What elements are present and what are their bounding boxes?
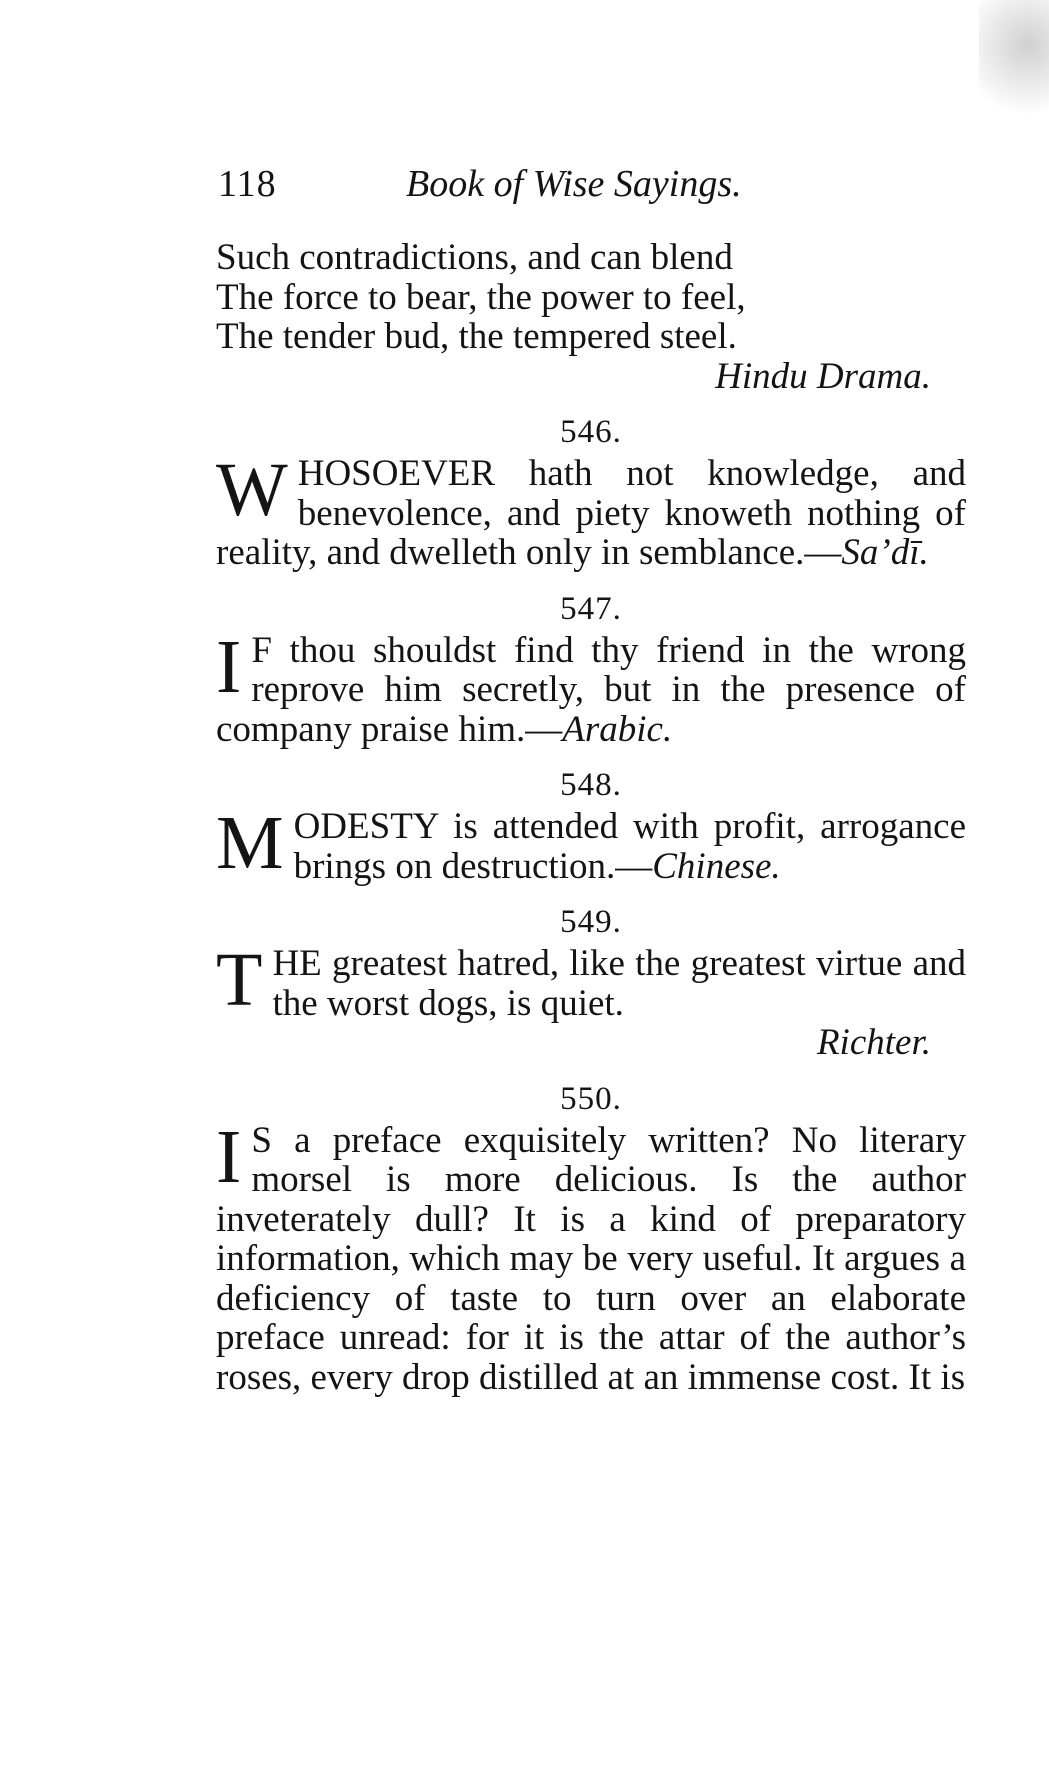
saying-text: greatest hatred, like the greatest virtue and the worst dogs, is quiet. xyxy=(272,943,966,1024)
verse-attribution: Hindu Drama. xyxy=(715,355,931,397)
saying-547 xyxy=(216,624,966,750)
saying-number: 548. xyxy=(560,767,622,803)
page-header xyxy=(218,162,958,212)
verse-line: The tender bud, the tempered steel. xyxy=(216,316,737,357)
saying-attribution: Richter. xyxy=(816,1022,931,1063)
saying-549 xyxy=(216,938,966,1063)
saying-number: 549. xyxy=(560,904,622,940)
first-word: S xyxy=(251,1119,272,1161)
first-word: F xyxy=(251,629,272,671)
saying-text: is attended with profit, arrogance brings on destruction.— xyxy=(293,806,966,887)
saying-number: 546. xyxy=(560,414,622,450)
first-word: HOSOEVER xyxy=(297,453,496,494)
running-title: Book of Wise Sayings. xyxy=(406,163,742,205)
verse-line: Such contradictions, and can blend xyxy=(216,237,733,278)
drop-cap: M xyxy=(216,801,284,885)
saying-550 xyxy=(216,1114,966,1398)
page-number: 118 xyxy=(218,163,277,205)
drop-cap: W xyxy=(216,448,288,532)
drop-cap: I xyxy=(216,624,242,709)
drop-cap: T xyxy=(216,938,263,1022)
saying-attribution: Arabic. xyxy=(562,708,673,750)
saying-number: 550. xyxy=(560,1080,622,1117)
saying-546 xyxy=(216,448,966,573)
first-word: HE xyxy=(272,943,322,984)
verse-line: The force to bear, the power to feel, xyxy=(216,276,746,318)
verse-continuation xyxy=(216,238,966,396)
saying-text: a preface exquisitely written? No literary morsel is more delicious. Is the author inveterately dull? It is a kind of preparatory information, which may be very useful. It argues a deficiency of taste to turn over an elaborate preface unread: for it is the attar of the author’s roses, every drop distilled at an immense cost. It is xyxy=(216,1119,966,1398)
saying-text: hath not knowledge, and benevolence, and piety knoweth nothing of reality, and dwelleth only in semblance.— xyxy=(216,453,966,573)
saying-number: 547. xyxy=(560,590,622,627)
page-stain xyxy=(979,0,1049,150)
saying-attribution: Sa’dī. xyxy=(841,532,929,573)
saying-text: thou shouldst find thy friend in the wrong reprove him secretly, but in the presence of company praise him.— xyxy=(216,629,966,750)
saying-548 xyxy=(216,801,966,887)
first-word: ODESTY xyxy=(293,806,439,847)
page-body xyxy=(216,238,966,1397)
saying-attribution: Chinese. xyxy=(652,845,781,887)
drop-cap: I xyxy=(216,1114,242,1199)
